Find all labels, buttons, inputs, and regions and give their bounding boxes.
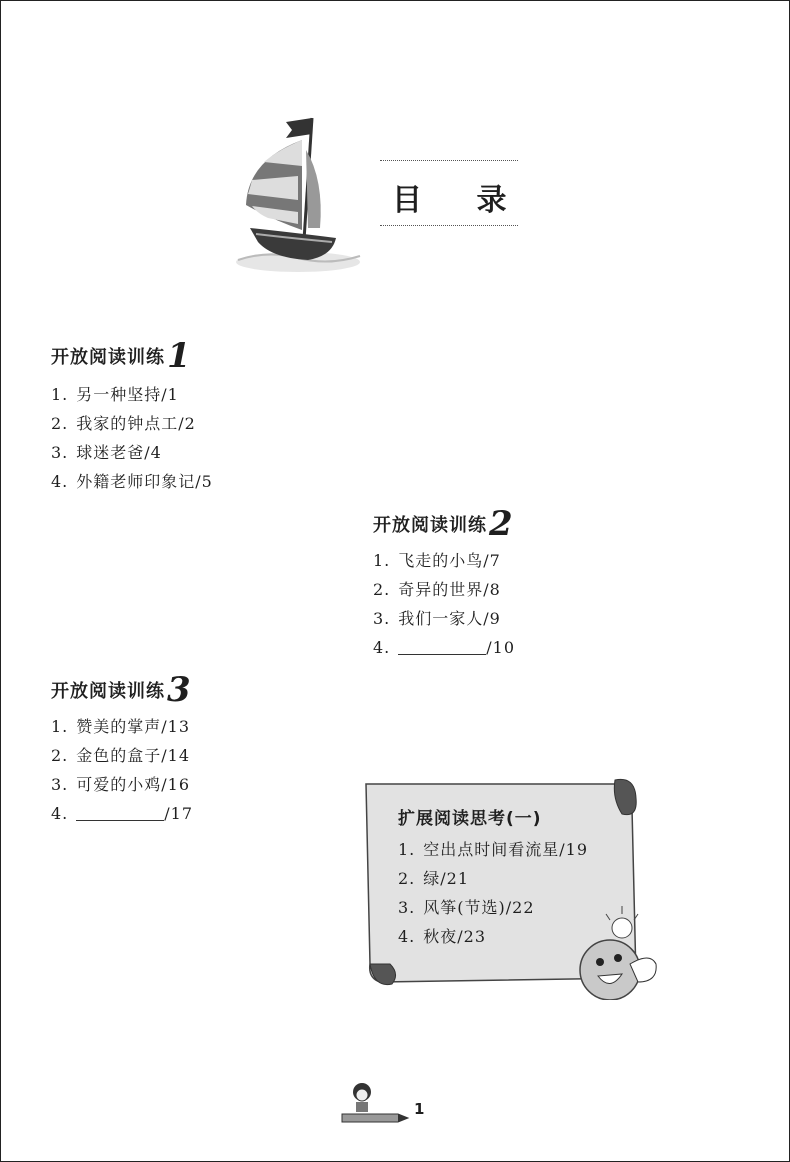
toc-item[interactable]: 4. /17 bbox=[51, 804, 194, 823]
page-number: 1 bbox=[414, 1100, 425, 1118]
section-number: 2 bbox=[489, 504, 514, 544]
answer-blank[interactable] bbox=[76, 802, 164, 821]
page-title: 目 录 bbox=[392, 183, 529, 218]
section-2 bbox=[373, 504, 515, 662]
toc-item[interactable]: 4. 秋夜/23 bbox=[398, 927, 487, 946]
toc-item[interactable]: 4. /10 bbox=[373, 638, 516, 657]
section-title: 开放阅读训练2 bbox=[373, 504, 514, 544]
toc-item[interactable]: 3. 我们一家人/9 bbox=[373, 609, 501, 628]
section-number: 3 bbox=[167, 670, 192, 710]
toc-item[interactable]: 4. 外籍老师印象记/5 bbox=[51, 472, 213, 491]
toc-item[interactable]: 3. 风筝(节选)/22 bbox=[398, 898, 535, 917]
toc-item[interactable]: 2. 我家的钟点工/2 bbox=[51, 414, 196, 433]
toc-item[interactable]: 3. 可爱的小鸡/16 bbox=[51, 775, 191, 794]
section-title: 开放阅读训练1 bbox=[51, 336, 192, 376]
section-number: 1 bbox=[167, 336, 192, 376]
toc-title-box bbox=[380, 160, 529, 226]
toc-item[interactable]: 2. 奇异的世界/8 bbox=[373, 580, 501, 599]
section-title: 开放阅读训练3 bbox=[51, 670, 192, 710]
toc-item[interactable]: 1. 另一种坚持/1 bbox=[51, 385, 179, 404]
section-3 bbox=[51, 670, 193, 828]
sailboat-illustration bbox=[228, 110, 368, 280]
extension-section bbox=[398, 804, 588, 951]
toc-item[interactable]: 3. 球迷老爸/4 bbox=[51, 443, 162, 462]
section-1 bbox=[51, 336, 213, 496]
pencil-figure-icon bbox=[338, 1080, 410, 1126]
answer-blank[interactable] bbox=[398, 636, 486, 655]
extension-title: 扩展阅读思考(一) bbox=[398, 809, 542, 829]
toc-item[interactable]: 1. 空出点时间看流星/19 bbox=[398, 840, 589, 859]
toc-item[interactable]: 2. 金色的盒子/14 bbox=[51, 746, 191, 765]
toc-item[interactable]: 1. 赞美的掌声/13 bbox=[51, 717, 191, 736]
toc-item[interactable]: 2. 绿/21 bbox=[398, 869, 470, 888]
toc-item[interactable]: 1. 飞走的小鸟/7 bbox=[373, 551, 501, 570]
